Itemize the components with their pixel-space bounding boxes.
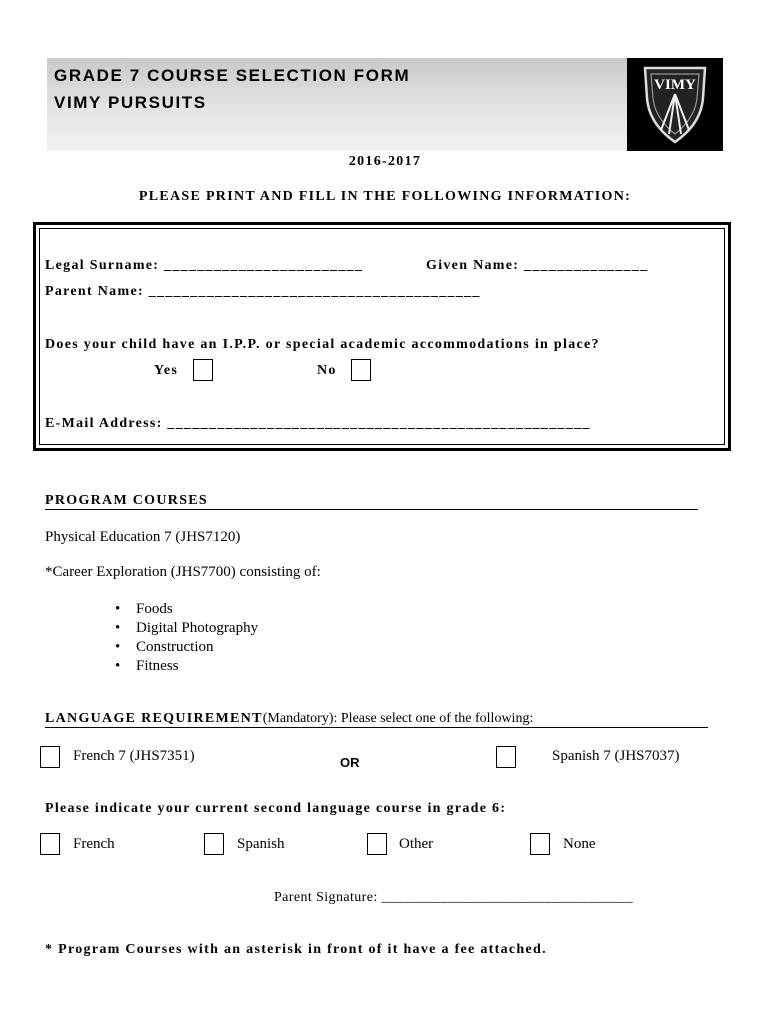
email-field[interactable]: E-Mail Address: ___________________________________________________ [45,416,591,431]
parent-name-field[interactable]: Parent Name: ________________________________________ [45,284,481,299]
program-courses-heading: PROGRAM COURSES [45,493,209,508]
yes-checkbox[interactable] [193,359,213,381]
school-year: 2016-2017 [348,154,422,169]
parent-signature-field[interactable]: Parent Signature: __________________________________ [274,890,634,905]
logo-text: VIMY [654,77,696,93]
second-language-question: Please indicate your current second language course in grade 6: [45,801,507,816]
french7-checkbox[interactable] [40,746,60,768]
school-logo [627,58,723,151]
career-topics-list [115,600,258,676]
form-subtitle: VIMY PURSUITS [54,93,207,112]
grade6-none-checkbox[interactable] [530,833,550,855]
pe-course: Physical Education 7 (JHS7120) [45,529,241,545]
grade6-other-label: Other [399,836,434,852]
list-item: • Construction [115,638,258,657]
grade6-other-checkbox[interactable] [367,833,387,855]
form-title: GRADE 7 COURSE SELECTION FORM [54,66,411,85]
grade6-spanish-checkbox[interactable] [204,833,224,855]
fee-footnote: * Program Courses with an asterisk in front of it have a fee attached. [45,942,547,957]
yes-label: Yes [154,363,179,378]
language-heading-rule [45,727,708,728]
given-name-field[interactable]: Given Name: _______________ [426,258,649,273]
grade6-french-label: French [73,836,115,852]
program-heading-rule [45,509,698,510]
grade6-none-label: None [563,836,596,852]
spanish7-checkbox[interactable] [496,746,516,768]
list-item: • Digital Photography [115,619,258,638]
list-item: • Fitness [115,657,258,676]
spanish7-label: Spanish 7 (JHS7037) [552,748,680,764]
or-label: OR [340,755,360,770]
no-checkbox[interactable] [351,359,371,381]
grade6-french-checkbox[interactable] [40,833,60,855]
french7-label: French 7 (JHS7351) [73,748,195,764]
language-heading-line [45,711,533,727]
shield-crest-icon [627,58,723,151]
surname-field[interactable]: Legal Surname: ________________________ [45,258,364,273]
language-heading: LANGUAGE REQUIREMENT [45,711,263,726]
list-item: • Foods [115,600,258,619]
language-heading-note: (Mandatory): Please select one of the following: [262,711,534,726]
grade6-spanish-label: Spanish [237,836,285,852]
instruction-text: PLEASE PRINT AND FILL IN THE FOLLOWING INFORMATION: [138,189,632,204]
no-label: No [317,363,337,378]
career-course: *Career Exploration (JHS7700) consisting of: [45,564,321,580]
ipp-question: Does your child have an I.P.P. or special academic accommodations in place? [45,337,600,352]
